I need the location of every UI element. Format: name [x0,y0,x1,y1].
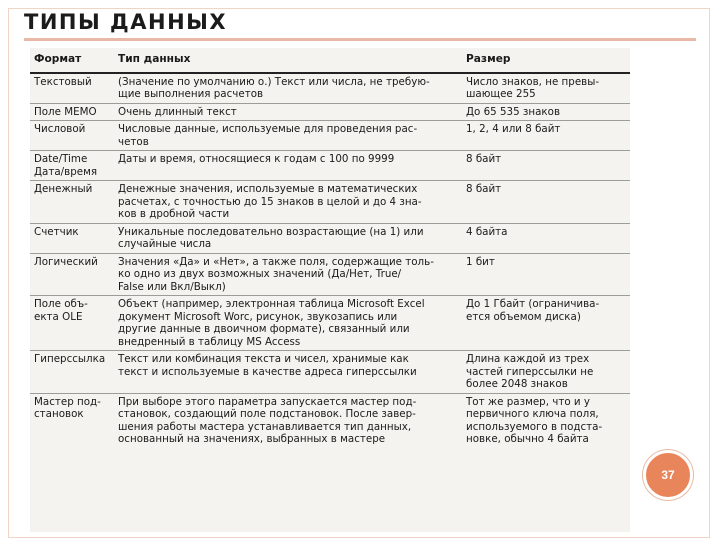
cell-data-type: Денежные значения, используемые в математических расчетах, с точностью до 15 знаков в целой и до 4 зна- ков в дробной части [114,181,462,224]
table-row [30,393,630,448]
slide-number-badge: 37 [643,450,693,500]
cell-data-type: Числовые данные, используемые для проведения рас- четов [114,121,462,151]
cell-format: Счетчик [30,223,114,253]
data-types-table [30,48,630,448]
cell-format: Логический [30,253,114,296]
cell-data-type: Очень длинный текст [114,103,462,121]
cell-format: Date/Time Дата/время [30,151,114,181]
cell-size: 8 байт [462,181,630,224]
table-row [30,73,630,104]
cell-format: Мастер под- становок [34,395,101,420]
title-underline [24,38,696,41]
header-size: Размер [462,48,630,73]
table-row [30,351,630,394]
cell-size: Длина каждой из трех частей гиперссылки не более 2048 знаков [462,351,630,394]
table-row [30,103,630,121]
cell-format: Гиперссылка [30,351,114,394]
cell-data-type: Значения «Да» и «Нет», а также поля, содержащие толь- ко одно из двух возможных значений (Да/Нет, True/ False или Вкл/Выкл) [114,253,462,296]
table-row [30,151,630,181]
cell-size: 8 байт [462,151,630,181]
table-row [30,181,630,224]
header-format: Формат [30,48,114,73]
slide-title: ТИПЫ ДАННЫХ [24,10,228,34]
cell-size: 1, 2, 4 или 8 байт [462,121,630,151]
cell-size: До 1 Гбайт (ограничива- ется объемом диска) [462,296,630,351]
table-row [30,253,630,296]
table-row [30,223,630,253]
cell-format: Поле MEMO [30,103,114,121]
table-row [30,296,630,351]
cell-format: Текстовый [30,73,114,104]
cell-size: Число знаков, не превы- шающее 255 [462,73,630,104]
cell-data-type: При выборе этого параметра запускается мастер под- становок, создающий поле подстановок. После завер- шения работы мастера устанавливается тип данных, основанный на значениях, выбранных в мастере [118,395,417,445]
table-row [30,121,630,151]
cell-data-type: Объект (например, электронная таблица Microsoft Excel документ Microsoft Worc, рисунок, звукозапись или другие данные в двоичном формате), связанный или внедренный в таблицу MS Access [114,296,462,351]
cell-format: Поле объ- екта OLE [30,296,114,351]
data-types-table-image [30,48,630,532]
cell-size: 4 байта [462,223,630,253]
cell-data-type: Даты и время, относящиеся к годам с 100 по 9999 [114,151,462,181]
cell-data-type: Уникальные последовательно возрастающие (на 1) или случайные числа [114,223,462,253]
cell-format: Денежный [30,181,114,224]
header-data-type: Тип данных [114,48,462,73]
cell-size: Тот же размер, что и у первичного ключа поля, используемого в подста- новке, обычно 4 байта [466,395,603,445]
cell-data-type: (Значение по умолчанию о.) Текст или числа, не требую- щие выполнения расчетов [114,73,462,104]
cell-data-type: Текст или комбинация текста и чисел, хранимые как текст и используемые в качестве адреса гиперссылки [114,351,462,394]
cell-format: Числовой [30,121,114,151]
cell-size: 1 бит [462,253,630,296]
table-header-row [30,48,630,73]
cell-size: До 65 535 знаков [462,103,630,121]
